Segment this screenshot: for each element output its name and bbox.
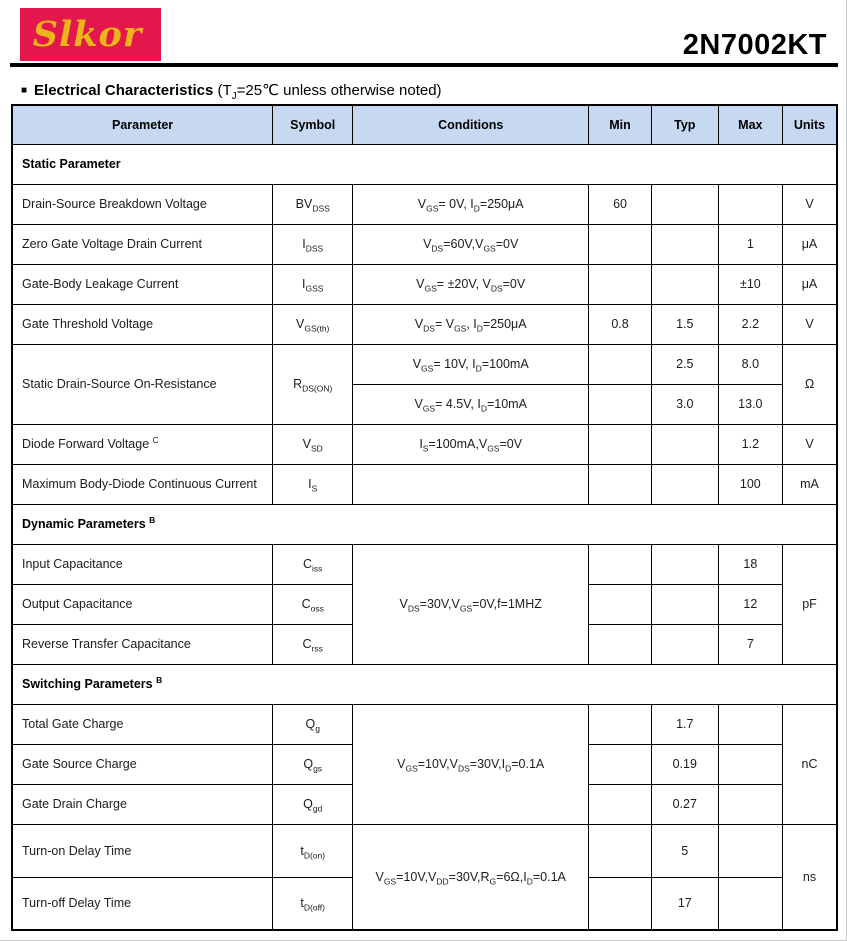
electrical-characteristics-table-wrap bbox=[11, 104, 838, 931]
conditions-cell: $V_{GS}= 4.5V$, $I_D=10mA$ bbox=[353, 384, 589, 424]
table-row bbox=[12, 824, 837, 877]
conditions-cell: $V_{GS}=10V,V_{DS}=30V,I_D=0.1A$ bbox=[353, 704, 589, 824]
typ-cell: 1.7 bbox=[651, 704, 718, 744]
min-cell bbox=[589, 624, 652, 664]
parameter-cell: Total Gate Charge bbox=[12, 704, 273, 744]
typ-cell: 0.27 bbox=[651, 784, 718, 824]
table-header bbox=[12, 105, 837, 144]
typ-cell: 3.0 bbox=[651, 384, 718, 424]
min-cell bbox=[589, 224, 652, 264]
conditions-cell: $V_{DS}=60V,V_{GS}=0V$ bbox=[353, 224, 589, 264]
conditions-cell: $V_{DS}= V_{GS}$, $I_D=250\mu A$ bbox=[353, 304, 589, 344]
parameter-cell: Gate Threshold Voltage bbox=[12, 304, 273, 344]
min-cell bbox=[589, 264, 652, 304]
typ-cell bbox=[651, 584, 718, 624]
symbol-cell: $I_S$ bbox=[273, 464, 353, 504]
square-bullet-icon: ■ bbox=[21, 85, 28, 96]
units-cell: nC bbox=[783, 704, 837, 824]
units-cell: ns bbox=[783, 824, 837, 930]
conditions-cell: $V_{GS}= \pm 20V$, $V_{DS}=0V$ bbox=[353, 264, 589, 304]
max-cell: 12 bbox=[718, 584, 782, 624]
typ-cell bbox=[651, 184, 718, 224]
symbol-cell: $V_{SD}$ bbox=[273, 424, 353, 464]
max-cell bbox=[718, 704, 782, 744]
units-cell: V bbox=[783, 184, 837, 224]
typ-cell: 1.5 bbox=[651, 304, 718, 344]
conditions-cell: $V_{GS}= 10V$, $I_D=100mA$ bbox=[353, 344, 589, 384]
typ-cell bbox=[651, 464, 718, 504]
units-cell: V bbox=[783, 304, 837, 344]
parameter-cell: Static Drain-Source On-Resistance bbox=[12, 344, 273, 424]
parameter-cell: Reverse Transfer Capacitance bbox=[12, 624, 273, 664]
min-cell bbox=[589, 704, 652, 744]
column-header-conditions: Conditions bbox=[353, 105, 589, 144]
part-number-title: 2N7002KT bbox=[682, 29, 827, 61]
table-row bbox=[12, 344, 837, 384]
table-row bbox=[12, 224, 837, 264]
conditions-cell bbox=[353, 464, 589, 504]
conditions-cell: $V_{GS}= 0V$, $I_D=250\mu A$ bbox=[353, 184, 589, 224]
parameter-cell: Turn-off Delay Time bbox=[12, 877, 273, 930]
units-cell: V bbox=[783, 424, 837, 464]
min-cell bbox=[589, 584, 652, 624]
symbol-cell: $C_{rss}$ bbox=[273, 624, 353, 664]
symbol-cell: $BV_{DSS}$ bbox=[273, 184, 353, 224]
parameter-cell: Drain-Source Breakdown Voltage bbox=[12, 184, 273, 224]
min-cell bbox=[589, 344, 652, 384]
max-cell: 7 bbox=[718, 624, 782, 664]
max-cell bbox=[718, 877, 782, 930]
symbol-cell: $I_{GSS}$ bbox=[273, 264, 353, 304]
min-cell bbox=[589, 784, 652, 824]
units-cell: mA bbox=[783, 464, 837, 504]
parameter-cell: Input Capacitance bbox=[12, 544, 273, 584]
max-cell bbox=[718, 184, 782, 224]
column-header-max: Max bbox=[718, 105, 782, 144]
column-header-typ: Typ bbox=[651, 105, 718, 144]
symbol-cell: $R_{DS(ON)}$ bbox=[273, 344, 353, 424]
section-heading bbox=[21, 81, 442, 102]
typ-cell: 17 bbox=[651, 877, 718, 930]
units-cell: μA bbox=[783, 224, 837, 264]
section-row bbox=[12, 144, 837, 184]
max-cell: ±10 bbox=[718, 264, 782, 304]
table-row bbox=[12, 184, 837, 224]
max-cell: 8.0 bbox=[718, 344, 782, 384]
typ-cell bbox=[651, 424, 718, 464]
symbol-cell: $t_{D(on)}$ bbox=[273, 824, 353, 877]
min-cell bbox=[589, 424, 652, 464]
column-header-symbol: Symbol bbox=[273, 105, 353, 144]
table-row bbox=[12, 464, 837, 504]
table-row bbox=[12, 264, 837, 304]
max-cell: 1 bbox=[718, 224, 782, 264]
parameter-cell: Diode Forward Voltage $^C$ bbox=[12, 424, 273, 464]
max-cell bbox=[718, 824, 782, 877]
symbol-cell: $C_{iss}$ bbox=[273, 544, 353, 584]
section-heading-condition: ($T_J=25℃$ unless otherwise noted) bbox=[217, 82, 442, 102]
max-cell: 1.2 bbox=[718, 424, 782, 464]
parameter-cell: Zero Gate Voltage Drain Current bbox=[12, 224, 273, 264]
symbol-cell: $Q_{gd}$ bbox=[273, 784, 353, 824]
symbol-cell: $Q_{gs}$ bbox=[273, 744, 353, 784]
typ-cell bbox=[651, 544, 718, 584]
section-row bbox=[12, 504, 837, 544]
conditions-cell: $I_S=100mA,V_{GS}=0V$ bbox=[353, 424, 589, 464]
max-cell: 13.0 bbox=[718, 384, 782, 424]
table-row bbox=[12, 704, 837, 744]
min-cell bbox=[589, 877, 652, 930]
units-cell: pF bbox=[783, 544, 837, 664]
min-cell bbox=[589, 384, 652, 424]
typ-cell bbox=[651, 224, 718, 264]
header-divider bbox=[10, 63, 838, 67]
typ-cell bbox=[651, 624, 718, 664]
symbol-cell: $I_{DSS}$ bbox=[273, 224, 353, 264]
units-cell: Ω bbox=[783, 344, 837, 424]
conditions-cell: $V_{GS}=10V,V_{DD}=30V,R_G=6\Omega,I_D=0.1A$ bbox=[353, 824, 589, 930]
typ-cell: 0.19 bbox=[651, 744, 718, 784]
section-row bbox=[12, 664, 837, 704]
max-cell bbox=[718, 784, 782, 824]
table-row bbox=[12, 424, 837, 464]
slkor-logo-text: Slkor bbox=[32, 14, 143, 55]
symbol-cell: $t_{D(off)}$ bbox=[273, 877, 353, 930]
subscript-j: J bbox=[231, 91, 237, 102]
typ-cell bbox=[651, 264, 718, 304]
units-cell: μA bbox=[783, 264, 837, 304]
table-body bbox=[12, 144, 837, 930]
min-cell bbox=[589, 824, 652, 877]
typ-cell: 2.5 bbox=[651, 344, 718, 384]
max-cell: 18 bbox=[718, 544, 782, 584]
symbol-cell: $Q_g$ bbox=[273, 704, 353, 744]
min-cell bbox=[589, 464, 652, 504]
symbol-cell: $C_{oss}$ bbox=[273, 584, 353, 624]
typ-cell: 5 bbox=[651, 824, 718, 877]
column-header-units: Units bbox=[783, 105, 837, 144]
min-cell: 0.8 bbox=[589, 304, 652, 344]
symbol-cell: $V_{GS(th)}$ bbox=[273, 304, 353, 344]
parameter-cell: Turn-on Delay Time bbox=[12, 824, 273, 877]
max-cell: 100 bbox=[718, 464, 782, 504]
column-header-parameter: Parameter bbox=[12, 105, 273, 144]
electrical-characteristics-table bbox=[11, 104, 838, 931]
column-header-min: Min bbox=[589, 105, 652, 144]
conditions-cell: $V_{DS}=30V,V_{GS}=0V,f=1MHZ$ bbox=[353, 544, 589, 664]
max-cell bbox=[718, 744, 782, 784]
table-row bbox=[12, 544, 837, 584]
parameter-cell: Gate-Body Leakage Current bbox=[12, 264, 273, 304]
min-cell bbox=[589, 744, 652, 784]
section-row-label: Static Parameter bbox=[12, 144, 837, 184]
min-cell bbox=[589, 544, 652, 584]
parameter-cell: Output Capacitance bbox=[12, 584, 273, 624]
parameter-cell: Gate Source Charge bbox=[12, 744, 273, 784]
max-cell: 2.2 bbox=[718, 304, 782, 344]
section-heading-title: Electrical Characteristics bbox=[34, 82, 214, 99]
table-header-row bbox=[12, 105, 837, 144]
section-row-label: Dynamic Parameters $^B$ bbox=[12, 504, 837, 544]
slkor-logo bbox=[20, 8, 161, 61]
table-row bbox=[12, 304, 837, 344]
section-row-label: Switching Parameters $^B$ bbox=[12, 664, 837, 704]
min-cell: 60 bbox=[589, 184, 652, 224]
parameter-cell: Gate Drain Charge bbox=[12, 784, 273, 824]
parameter-cell: Maximum Body-Diode Continuous Current bbox=[12, 464, 273, 504]
